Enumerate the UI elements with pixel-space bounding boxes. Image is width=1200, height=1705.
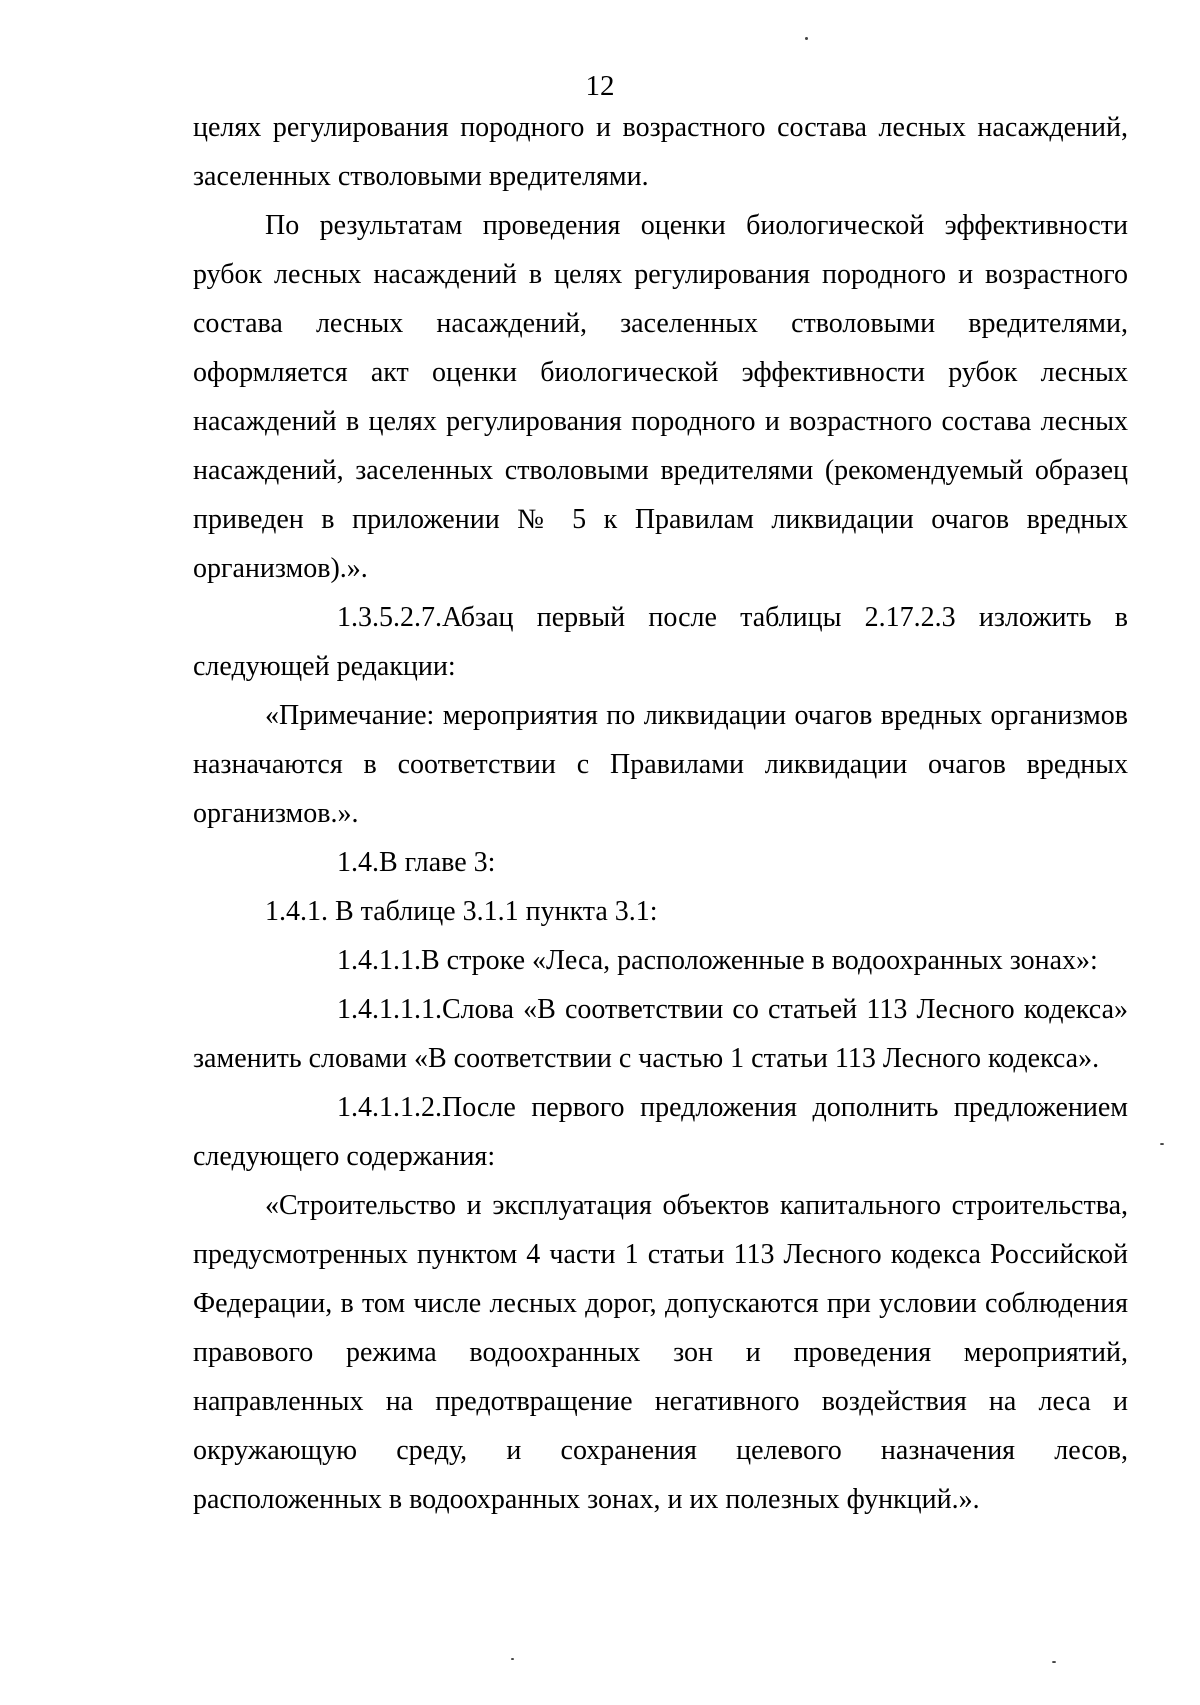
document-body — [193, 103, 1128, 1524]
scan-speck — [805, 37, 808, 40]
clause-text: В главе 3: — [379, 847, 496, 878]
clause-number: 1.4.1.1. — [337, 945, 421, 976]
paragraph-continuation: целях регулирования породного и возрастного состава лесных насаждений, заселенных стволовыми вредителями. — [193, 112, 1128, 192]
paragraph-1-4-1-1 — [193, 936, 1128, 985]
paragraph-1-3-5-2-7 — [193, 593, 1128, 691]
paragraph-evaluation-act: По результатам проведения оценки биологической эффективности рубок лесных насаждений в целях регулирования породного и возрастного состава лесных насаждений, заселенных стволовыми вредителями, оформляется акт оценки биологической эффективности рубок лесных насаждений в целях регулирования породного и возрастного состава лесных насаждений, заселенных стволовыми вредителями (рекомендуемый образец приведен в приложении № 5 к Правилам ликвидации очагов вредных организмов).». — [193, 210, 1128, 584]
clause-number: 1.4.1.1.2. — [337, 1092, 442, 1123]
clause-text: В строке «Леса, расположенные в водоохранных зонах»: — [421, 945, 1098, 976]
scan-speck — [1160, 1143, 1164, 1145]
paragraph-1-4 — [193, 838, 1128, 887]
page-number: 12 — [585, 70, 615, 102]
paragraph-note-quote: «Примечание: мероприятия по ликвидации очагов вредных организмов назначаются в соответствии с Правилами ликвидации очагов вредных организмов.». — [193, 700, 1128, 829]
clause-text: Абзац первый после таблицы 2.17.2.3 изложить в следующей редакции: — [193, 602, 1128, 682]
paragraph-1-4-1: 1.4.1. В таблице 3.1.1 пункта 3.1: — [265, 896, 658, 927]
clause-number: 1.3.5.2.7. — [337, 602, 442, 633]
clause-number: 1.4.1.1.1. — [337, 994, 442, 1025]
paragraph-1-4-1-1-1 — [193, 985, 1128, 1083]
scan-speck — [1052, 1661, 1056, 1663]
clause-number: 1.4. — [337, 847, 379, 878]
clause-text: Слова «В соответствии со статьей 113 Лесного кодекса» заменить словами «В соответствии с частью 1 статьи 113 Лесного кодекса». — [193, 994, 1128, 1074]
clause-text: После первого предложения дополнить предложением следующего содержания: — [193, 1092, 1128, 1172]
paragraph-1-4-1-1-2 — [193, 1083, 1128, 1181]
scan-speck — [511, 1658, 514, 1660]
paragraph-construction-quote: «Строительство и эксплуатация объектов капитального строительства, предусмотренных пунктом 4 части 1 статьи 113 Лесного кодекса Российской Федерации, в том числе лесных дорог, допускаются при условии соблюдения правового режима водоохранных зон и проведения мероприятий, направленных на предотвращение негативного воздействия на леса и окружающую среду, и сохранения целевого назначения лесов, расположенных в водоохранных зонах, и их полезных функций.». — [193, 1190, 1128, 1515]
